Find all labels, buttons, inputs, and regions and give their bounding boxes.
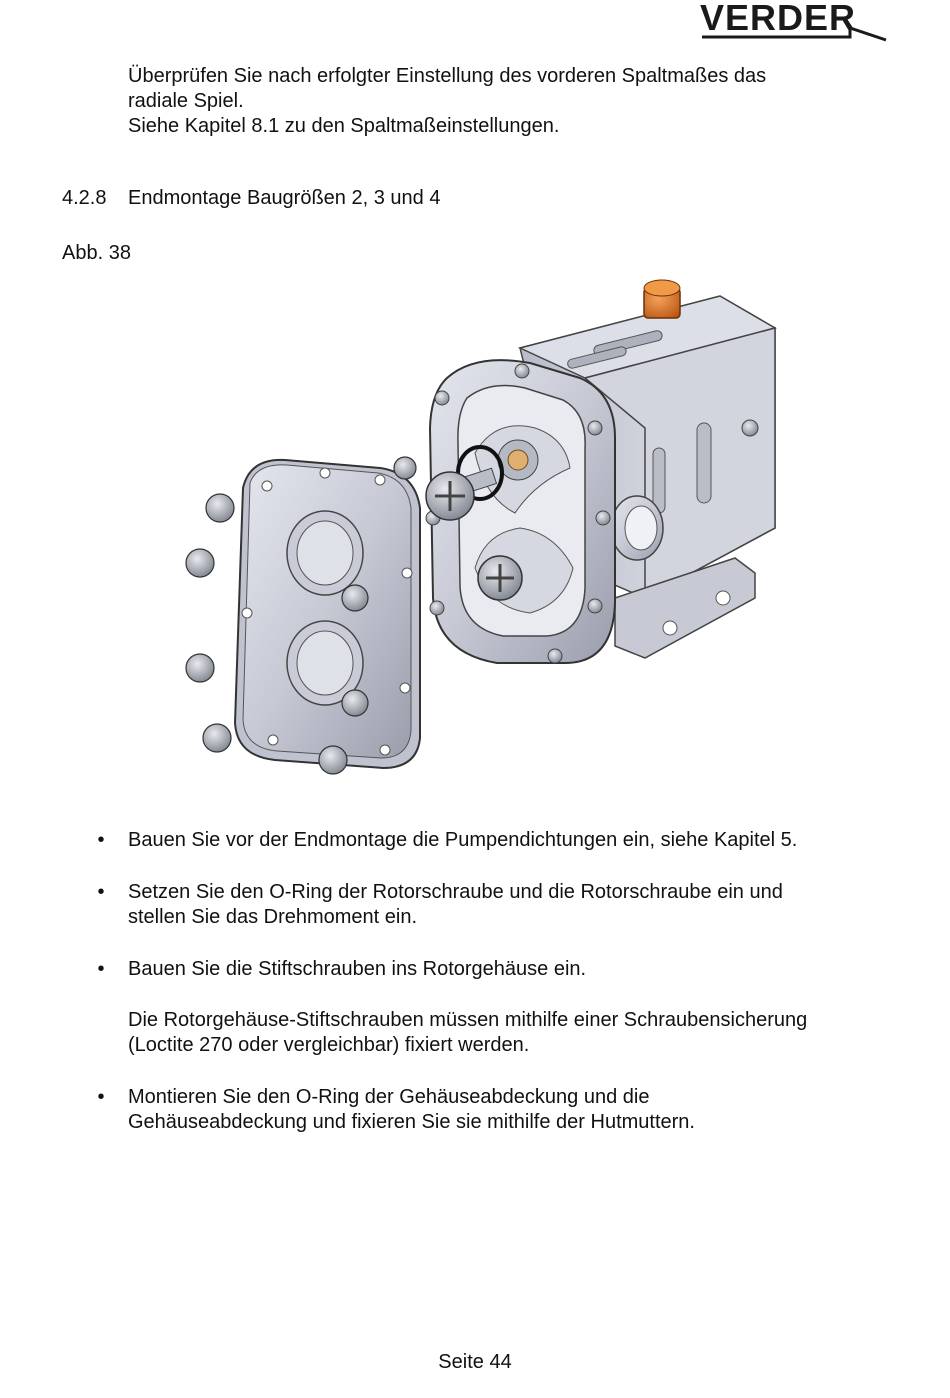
list-item-text — [128, 880, 888, 930]
bullet-dot: • — [97, 881, 105, 903]
pump-exploded-figure — [175, 268, 785, 783]
section-title: Endmontage Baugrößen 2, 3 und 4 — [128, 187, 441, 209]
list-item-line: stellen Sie das Drehmoment ein. — [128, 906, 418, 928]
section-number: 4.2.8 — [62, 187, 107, 209]
logo-text: VERDER — [700, 0, 857, 38]
intro-line-3: Siehe Kapitel 8.1 zu den Spaltmaßeinstellungen. — [128, 115, 560, 137]
subparagraph-line: Die Rotorgehäuse-Stiftschrauben müssen mithilfe einer Schraubensicherung — [128, 1009, 808, 1031]
intro-paragraph — [128, 64, 888, 139]
list-item-line: Setzen Sie den O-Ring der Rotorschraube und die Rotorschraube ein und — [128, 881, 783, 903]
list-item-subparagraph — [128, 1008, 908, 1058]
list-item-line: Montieren Sie den O-Ring der Gehäuseabdeckung und die — [128, 1086, 650, 1108]
section-heading — [62, 186, 440, 211]
intro-line-2: radiale Spiel. — [128, 90, 244, 112]
figure-label: Abb. 38 — [62, 242, 131, 264]
front-cover-plate — [235, 460, 420, 768]
oil-cap-orange — [644, 280, 680, 318]
pump-illustration — [175, 268, 785, 783]
subparagraph-line: (Loctite 270 oder vergleichbar) fixiert werden. — [128, 1034, 530, 1056]
list-item-text — [128, 1085, 888, 1135]
bullet-dot: • — [97, 1086, 105, 1108]
list-item-line: Gehäuseabdeckung und fixieren Sie sie mithilfe der Hutmuttern. — [128, 1111, 695, 1133]
list-item-text: Bauen Sie vor der Endmontage die Pumpendichtungen ein, siehe Kapitel 5. — [128, 829, 798, 851]
bullet-dot: • — [97, 958, 105, 980]
intro-line-1: Überprüfen Sie nach erfolgter Einstellung des vorderen Spaltmaßes das — [128, 65, 767, 87]
page-number: Seite 44 — [438, 1351, 512, 1373]
list-item-text: Bauen Sie die Stiftschrauben ins Rotorgehäuse ein. — [128, 958, 587, 980]
bullet-dot: • — [97, 829, 105, 851]
verder-logo — [700, 0, 890, 44]
